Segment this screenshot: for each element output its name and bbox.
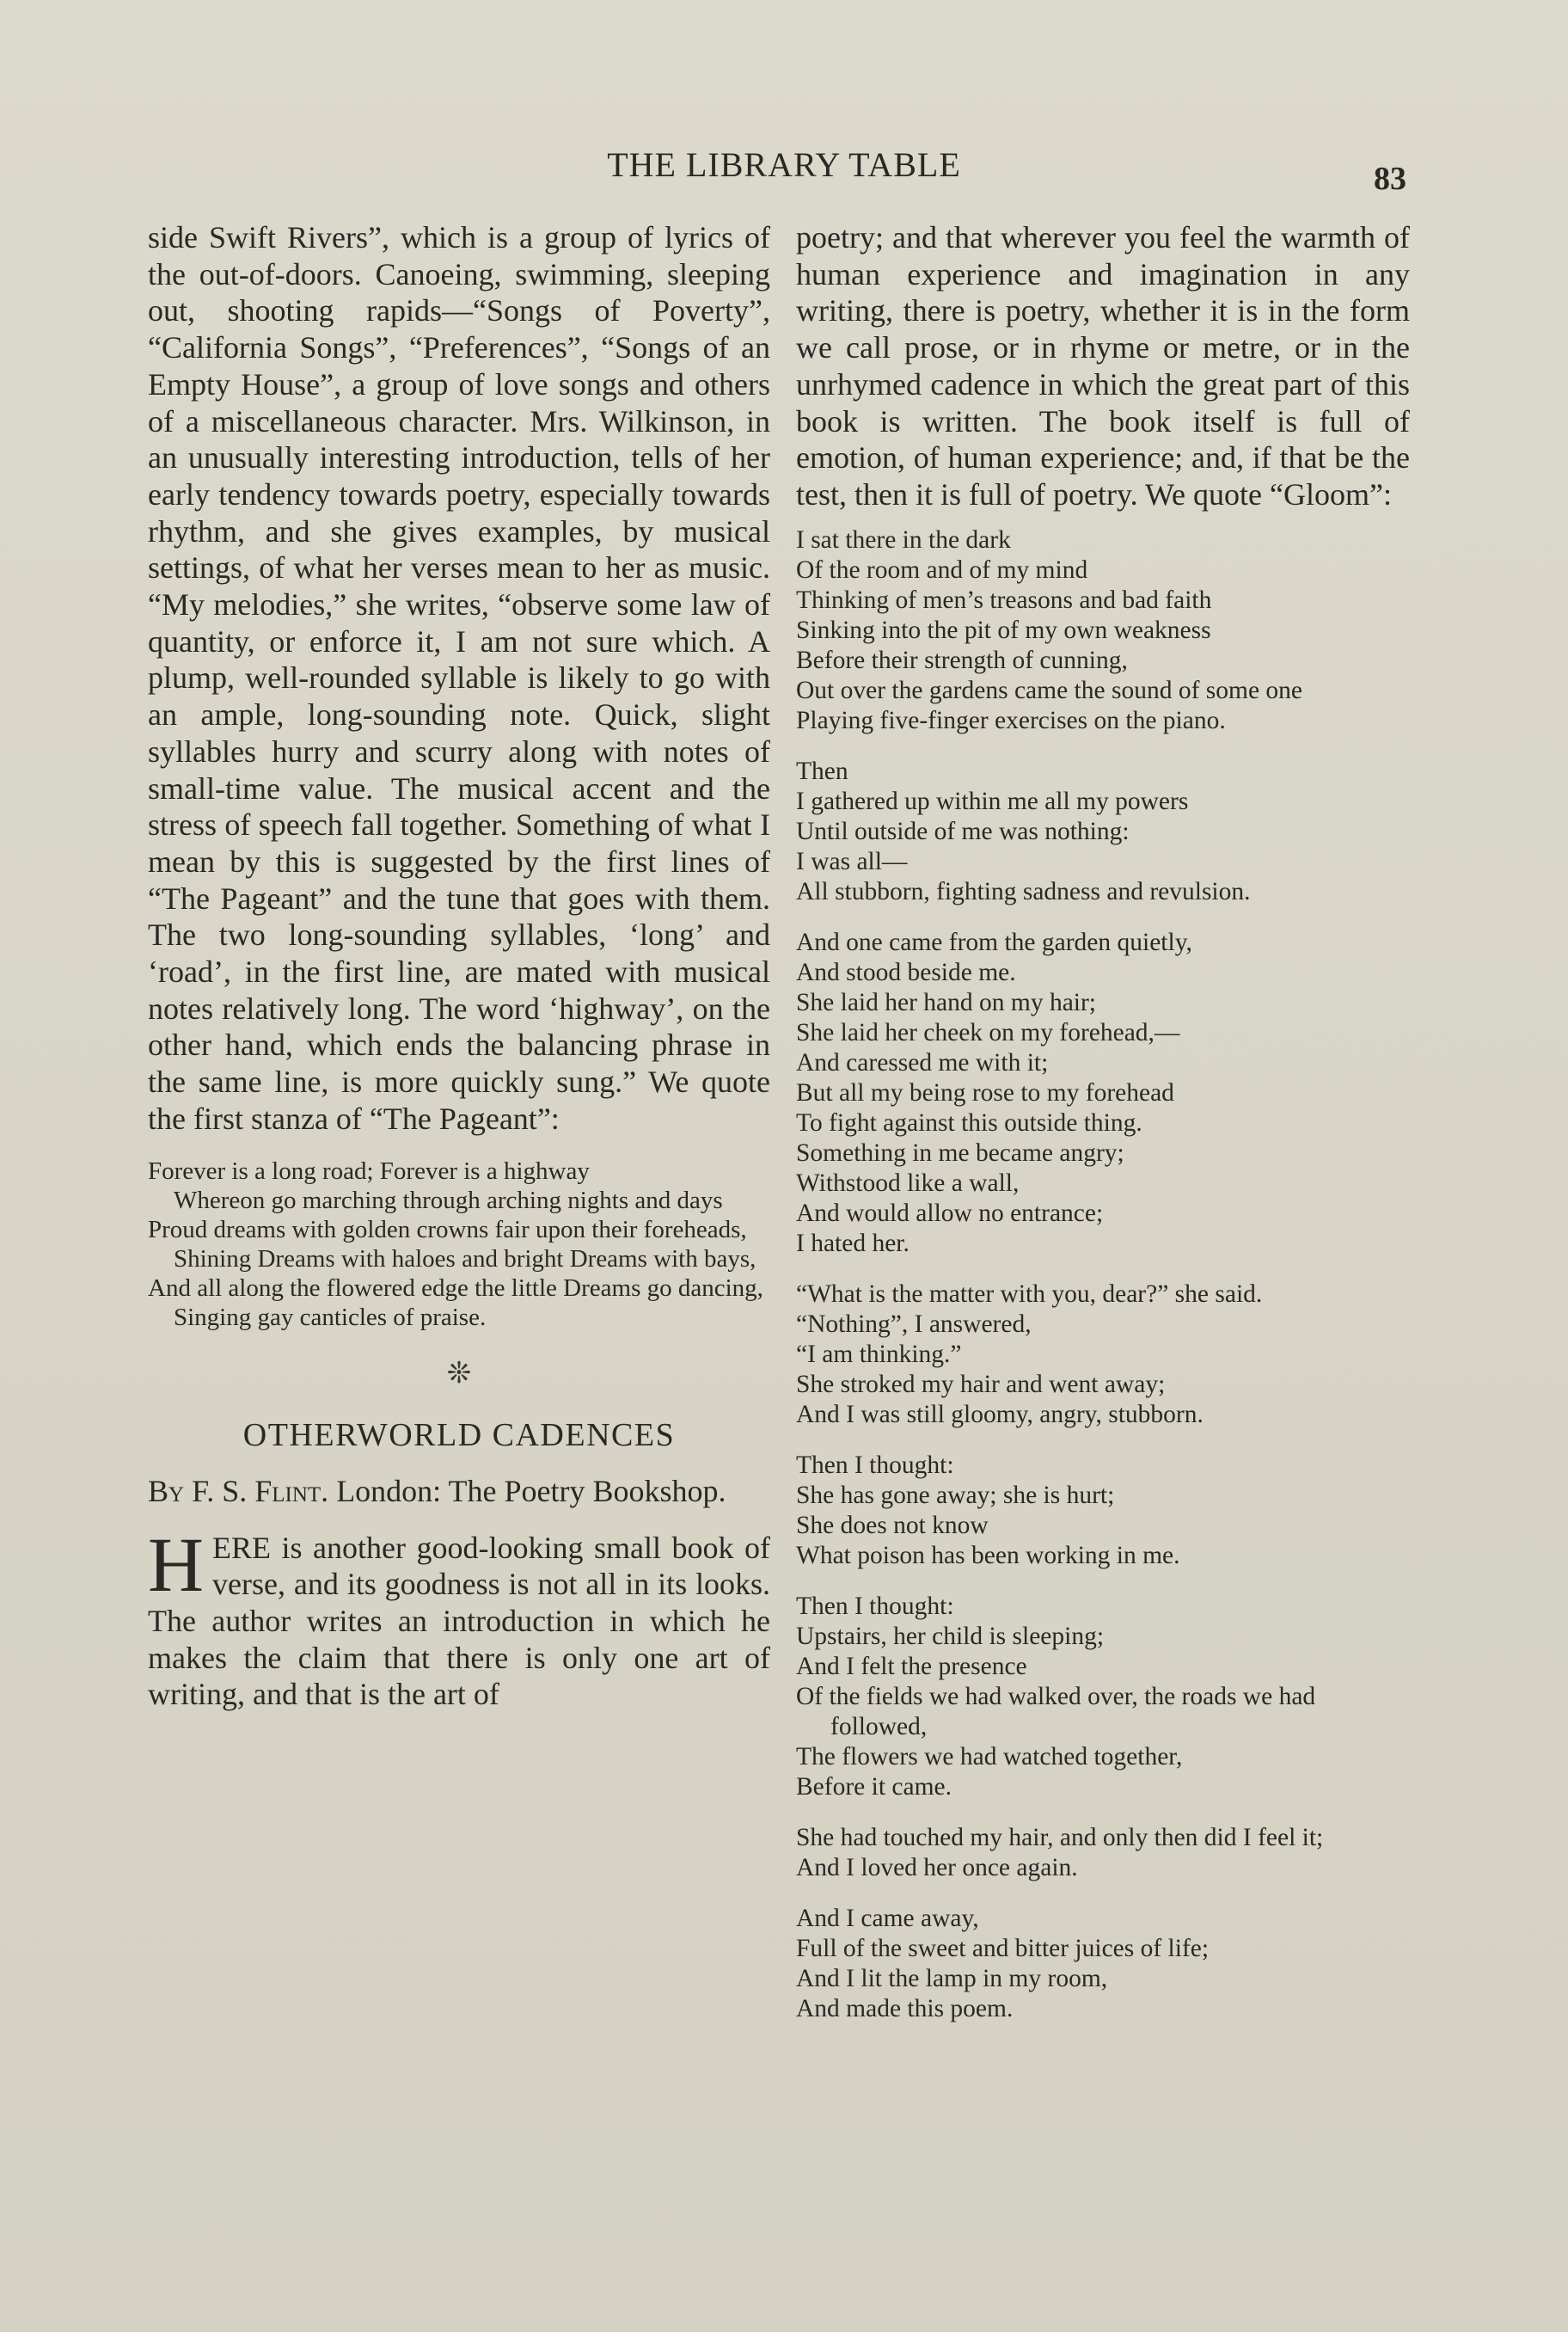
poem-line: And would allow no entrance;	[796, 1199, 1104, 1227]
review-paragraph: side Swift Rivers”, which is a group of lyrics of the out-of-doors. Canoeing, swimming, sleeping out, shooting rapids—“Songs of Poverty”, “California Songs”, “Preferences”, “Songs of an Empty House”, a group of love songs and others of a miscellaneous character. Mrs. Wilkinson, in an unusually interesting introduction, tells of her early tendency towards poetry, especially towards rhythm, and she gives examples, by musical settings, of what her verses mean to her as music. “My melodies,” she writes, “observe some law of quantity, or enforce it, I am not sure which. A plump, well-rounded syllable is likely to go with an ample, long-sounding note. Quick, slight syllables hurry and scurry along with notes of small-time value. The musical accent and the stress of speech fall together. Something of what I mean by this is suggested by the first lines of “The Pageant” and the tune that goes with them. The two long-sounding syllables, ‘long’ and ‘road’, in the first line, are mated with musical notes relatively long. The word ‘highway’, on the other hand, which ends the balancing phrase in the same line, is more quickly sung.” We quote the first stanza of “The Pageant”:	[148, 220, 770, 1136]
poem-line: Before it came.	[796, 1772, 952, 1801]
poem-line: She stroked my hair and went away;	[796, 1370, 1166, 1398]
poem-line: Then I thought:	[796, 1451, 954, 1479]
poem-line: She had touched my hair, and only then did I feel it;	[796, 1823, 1324, 1851]
poem-line: Of the fields we had walked over, the roads we had followed,	[796, 1682, 1316, 1740]
poem-line: And made this poem.	[796, 1994, 1014, 2022]
poem-line: I sat there in the dark	[796, 525, 1011, 554]
poem-line: Withstood like a wall,	[796, 1169, 1020, 1197]
poem-line: Playing five-finger exercises on the piano.	[796, 706, 1226, 734]
poem-stanza	[796, 928, 1410, 1259]
page-number: 83	[1374, 161, 1406, 197]
poem-line: Forever is a long road; Forever is a highway	[148, 1157, 590, 1185]
poem-line: And I lit the lamp in my room,	[796, 1964, 1108, 1992]
poem-line: I was all—	[796, 847, 908, 875]
poem-line: And I loved her once again.	[796, 1853, 1078, 1881]
poem-line: Whereon go marching through arching nights and days	[174, 1186, 723, 1214]
poem-stanza	[796, 1280, 1410, 1430]
poem-line: I gathered up within me all my powers	[796, 787, 1189, 815]
poem-line: But all my being rose to my forehead	[796, 1078, 1174, 1107]
poem-stanza	[796, 1823, 1410, 1883]
poem-line: Sinking into the pit of my own weakness	[796, 616, 1211, 644]
byline-publisher: London: The Poetry Bookshop.	[336, 1473, 726, 1508]
poem-line: Out over the gardens came the sound of some one	[796, 676, 1303, 704]
poem-line: Then	[796, 757, 848, 785]
poem-line: The flowers we had watched together,	[796, 1742, 1183, 1770]
poem-stanza	[796, 1451, 1410, 1571]
section-title: OTHERWORLD CADENCES	[242, 1416, 676, 1453]
review-text: ERE is another good-looking small book of verse, and its goodness is not all in its looks. The author writes an introduction in which he makes the claim that there is only one art of writing, and that is the art of	[148, 1530, 770, 1712]
running-head: THE LIBRARY TABLE	[607, 145, 961, 184]
poem-line: She laid her hand on my hair;	[796, 988, 1097, 1016]
poem-line: “Nothing”, I answered,	[796, 1310, 1032, 1338]
poem-line: To fight against this outside thing.	[796, 1108, 1142, 1137]
right-column	[796, 219, 1410, 2045]
poem-line: Singing gay canticles of praise.	[174, 1303, 487, 1331]
poem-line: Then I thought:	[796, 1592, 954, 1620]
poem-line: I hated her.	[796, 1229, 910, 1257]
poem-stanza	[796, 525, 1410, 736]
poem-line: She does not know	[796, 1511, 989, 1539]
poem-stanza	[796, 1592, 1410, 1802]
gloom-poem	[796, 525, 1410, 2024]
poem-line: Something in me became angry;	[796, 1138, 1124, 1167]
poem-line: Until outside of me was nothing:	[796, 817, 1130, 845]
drop-cap: H	[148, 1522, 204, 1608]
byline-prefix: By	[148, 1473, 185, 1508]
poem-line: Of the room and of my mind	[796, 555, 1088, 584]
poem-stanza	[796, 757, 1410, 907]
poem-line: “What is the matter with you, dear?” she said.	[796, 1280, 1263, 1308]
byline	[148, 1473, 770, 1509]
review-paragraph-continued: poetry; and that wherever you feel the warmth of human experience and imagination in any writing, there is poetry, whether it is in the form we call prose, or in rhyme or metre, or in the unrhymed cadence in which the great part of this book is written. The book itself is full of emotion, of human experience; and, if that be the test, then it is full of poetry. We quote “Gloom”:	[796, 220, 1410, 512]
poem-line: Full of the sweet and bitter juices of life;	[796, 1934, 1210, 1962]
poem-line: Before their strength of cunning,	[796, 646, 1128, 674]
poem-line: And I came away,	[796, 1904, 979, 1932]
byline-author: F. S. Flint.	[192, 1473, 329, 1508]
left-column	[148, 219, 770, 1713]
poem-line: And one came from the garden quietly,	[796, 928, 1192, 956]
poem-line: And I was still gloomy, angry, stubborn.	[796, 1400, 1204, 1428]
review-paragraph-2	[148, 1522, 770, 1714]
poem-line: And caressed me with it;	[796, 1048, 1049, 1077]
poem-line: She has gone away; she is hurt;	[796, 1481, 1115, 1509]
poem-line: “I am thinking.”	[796, 1340, 962, 1368]
poem-line: Thinking of men’s treasons and bad faith	[796, 586, 1212, 614]
section-divider: ❊	[446, 1357, 472, 1390]
poem-line: And all along the flowered edge the little Dreams go dancing,	[148, 1273, 763, 1302]
poem-line: Proud dreams with golden crowns fair upon their foreheads,	[148, 1215, 747, 1243]
poem-line: And I felt the presence	[796, 1652, 1027, 1680]
poem-line: What poison has been working in me.	[796, 1541, 1180, 1569]
poem-stanza	[796, 1904, 1410, 2024]
poem-line: And stood beside me.	[796, 958, 1016, 986]
poem-line: She laid her cheek on my forehead,—	[796, 1018, 1180, 1046]
pageant-poem	[148, 1157, 770, 1332]
poem-line: Shining Dreams with haloes and bright Dreams with bays,	[174, 1244, 756, 1273]
poem-line: All stubborn, fighting sadness and revulsion.	[796, 877, 1251, 905]
poem-line: Upstairs, her child is sleeping;	[796, 1622, 1105, 1650]
